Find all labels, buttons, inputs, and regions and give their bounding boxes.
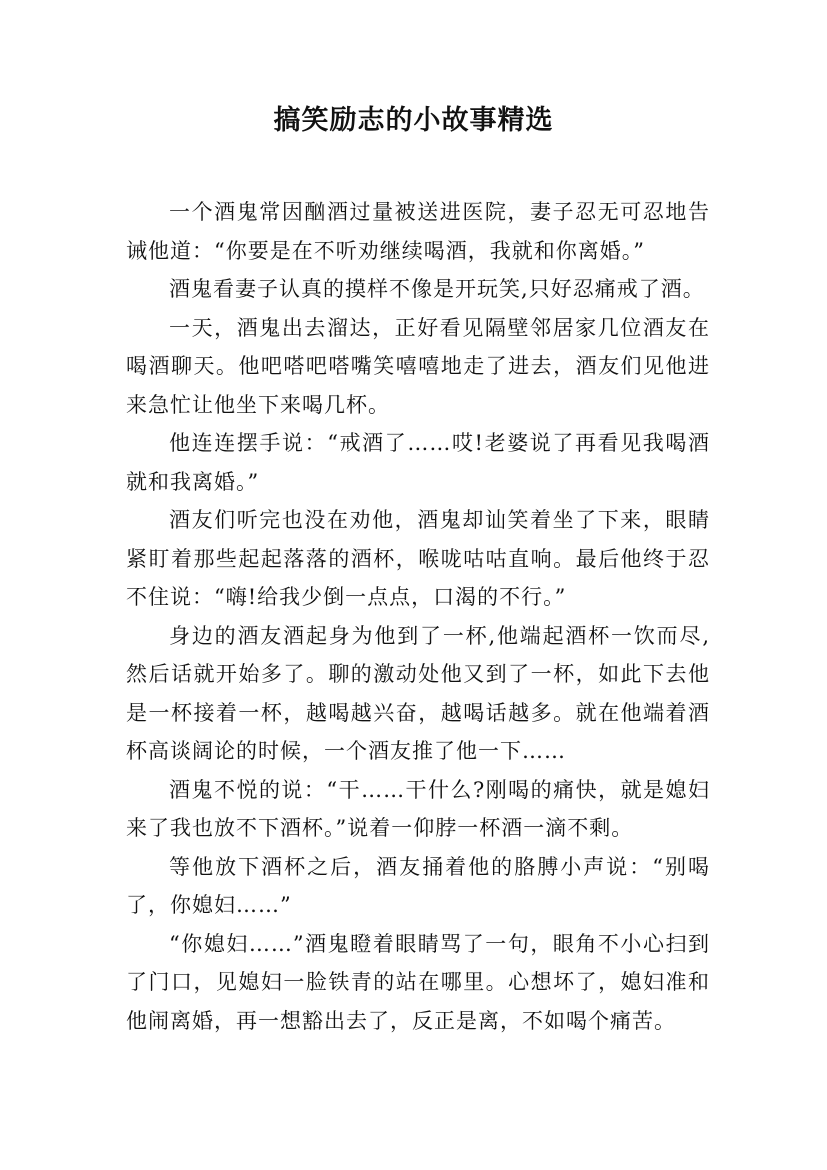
- document-title: 搞笑励志的小故事精选: [273, 105, 554, 136]
- paragraph: 身边的酒友酒起身为他到了一杯,他端起酒杯一饮而尽,然后话就开始多了。聊的激动处他又到了一杯，如此下去他是一杯接着一杯，越喝越兴奋，越喝话越多。就在他端着酒杯高谈阔论的时候，一个酒友推了他一下……: [126, 623, 710, 763]
- paragraph: 他连连摆手说：“戒酒了……哎!老婆说了再看见我喝酒就和我离婚。”: [126, 431, 710, 494]
- document-body: [126, 193, 710, 1040]
- paragraph: “你媳妇……”酒鬼瞪着眼睛骂了一句，眼角不小心扫到了门口，见媳妇一脸铁青的站在哪里。心想坏了，媳妇准和他闹离婚，再一想豁出去了，反正是离，不如喝个痛苦。: [126, 931, 710, 1033]
- paragraph: 酒鬼看妻子认真的摸样不像是开玩笑,只好忍痛戒了酒。: [169, 277, 705, 301]
- paragraph: 等他放下酒杯之后，酒友捅着他的胳膊小声说：“别喝了，你媳妇……”: [126, 854, 710, 917]
- paragraph: 酒鬼不悦的说：“干……干什么?刚喝的痛快，就是媳妇来了我也放不下酒杯。”说着一仰脖一杯酒一滴不剩。: [126, 777, 710, 840]
- paragraph: 一天，酒鬼出去溜达，正好看见隔壁邻居家几位酒友在喝酒聊天。他吧嗒吧嗒嘴笑嘻嘻地走了进去，酒友们见他进来急忙让他坐下来喝几杯。: [126, 315, 710, 417]
- paragraph: 酒友们听完也没在劝他，酒鬼却讪笑着坐了下来，眼睛紧盯着那些起起落落的酒杯，喉咙咕咕直响。最后他终于忍不住说：“嗨!给我少倒一点点，口渴的不行。”: [126, 508, 710, 609]
- paragraph: 一个酒鬼常因酗酒过量被送进医院，妻子忍无可忍地告诫他道：“你要是在不听劝继续喝酒，我就和你离婚。”: [126, 200, 710, 263]
